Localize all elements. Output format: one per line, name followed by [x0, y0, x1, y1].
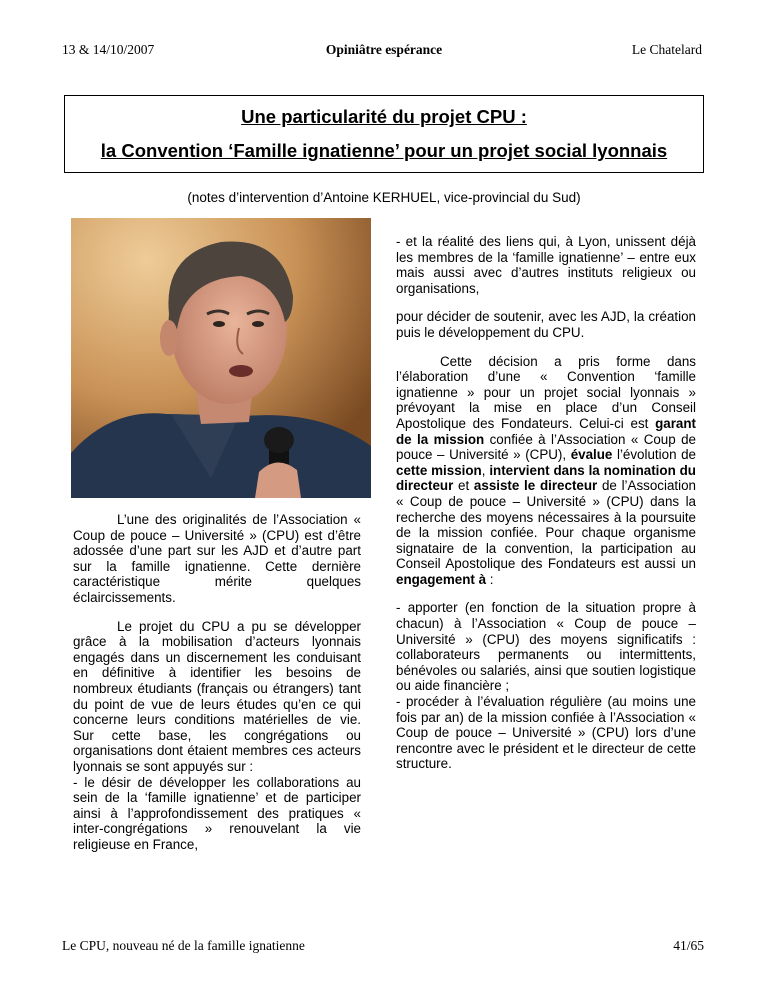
left-paragraph-2: Le projet du CPU a pu se développer grâce à la mobilisation d’acteurs lyonnais engagés dans un discernement les conduisant en définitive à identifier les besoins de nombreux étudiants (français ou étrangers) tant du point de vue de leurs études qu’en ce qui concerne leurs conditions matérielles de vie. Sur cette base, les congrégations ou organisations dont étaient membres ces acteurs lyonnais se sont appuyés sur :: [73, 618, 361, 774]
text-run: Cette décision a pris forme dans l’élaboration d’une « Convention ‘famille ignatienne » pour un projet social lyonnais » prévoyant la mise en place d’un Conseil Apostolique des Fondateurs. Celui-ci est: [396, 353, 696, 431]
right-paragraph-3: [396, 354, 696, 588]
subtitle: (notes d’intervention d’Antoine KERHUEL, vice-provincial du Sud): [187, 190, 581, 205]
bold-run: cette mission: [396, 462, 482, 478]
text-run: de l’Association « Coup de pouce – Université » (CPU) dans la recherche des moyens nécessaires à la poursuite de la mission confiée. Pour chaque organisme signataire de la convention, la participation au Conseil Apostolique des Fondateurs est aussi un: [396, 478, 697, 572]
text-run: et: [453, 478, 474, 494]
title-line-2: la Convention ‘Famille ignatienne’ pour un projet social lyonnais: [100, 140, 668, 161]
right-paragraph-1: - et la réalité des liens qui, à Lyon, unissent déjà les membres de la ‘famille ignatienne’ – entre eux mais aussi avec d’autres instituts religieux ou organisations,: [396, 234, 696, 296]
right-paragraph-5: - procéder à l’évaluation régulière (au moins une fois par an) de la mission confiée à l’Association « Coup de pouce – Université » (CPU) lors d’une rencontre avec le président et le directeur de cette structure.: [396, 694, 696, 772]
left-paragraph-3: - le désir de développer les collaborations au sein de la ‘famille ignatienne’ et de participer ainsi à l’approfondissement des pratiques « inter-congrégations » renouvelant la vie religieuse en France,: [73, 774, 361, 852]
header-location: Le Chatelard: [631, 42, 702, 57]
bold-run: garant de la mission: [396, 415, 696, 447]
title-box: [64, 95, 704, 173]
text-run: l’évolution de: [612, 447, 696, 463]
left-column: [73, 512, 361, 852]
bold-run: engagement à: [396, 571, 487, 587]
text-run: confiée à l’Association « Coup de pouce – Université » (CPU),: [396, 431, 696, 463]
right-paragraph-4: - apporter (en fonction de la situation propre à chacun) à l’Association « Coup de pouce – Université » (CPU) des moyens significatifs : collaborateurs permanents ou intermittents, bénévoles ou salariés, ainsi que soutien logistique ou aide financière ;: [396, 600, 696, 694]
text-run: :: [486, 571, 494, 587]
right-column: [396, 234, 696, 772]
left-paragraph-1: L’une des originalités de l’Association « Coup de pouce – Université » (CPU) est d’être adossée d’une part sur les AJD et d’autre part sur la famille ignatienne. Cette dernière caractéristique mérite quelques éclaircissements.: [73, 512, 361, 605]
page-number: 41/65: [673, 938, 704, 953]
speaker-photo: [71, 218, 371, 498]
bold-run: évalue: [570, 447, 613, 463]
right-paragraph-2: pour décider de soutenir, avec les AJD, la création puis le développement du CPU.: [396, 309, 696, 340]
bold-run: assiste le directeur: [473, 478, 598, 494]
footer-title: Le CPU, nouveau né de la famille ignatienne: [62, 938, 305, 953]
bold-run: intervient dans la nomination du directeur: [396, 462, 696, 494]
header-title: Opiniâtre espérance: [325, 42, 443, 57]
title-line-1: Une particularité du projet CPU :: [241, 106, 527, 127]
text-run: ,: [481, 462, 490, 478]
header-date: 13 & 14/10/2007: [62, 42, 155, 57]
